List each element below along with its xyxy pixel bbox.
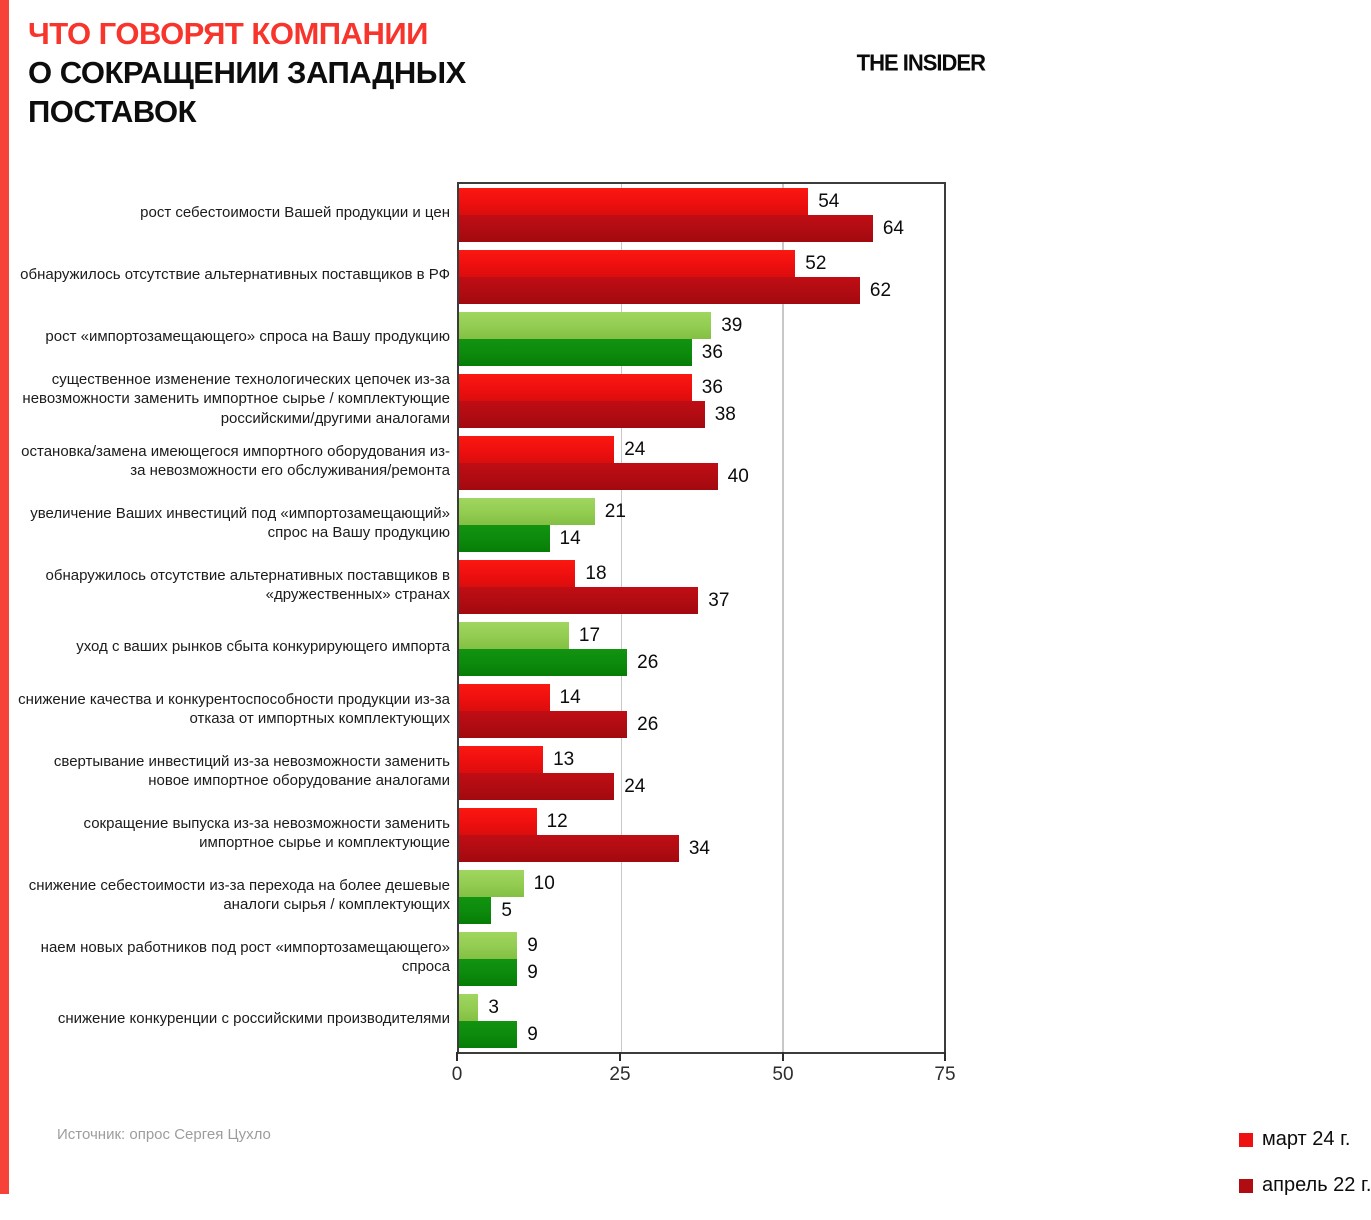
bar-март 24 г.	[459, 932, 517, 959]
x-axis-label-0: 0	[451, 1064, 463, 1085]
legend-label-mart-24: март 24 г.	[1262, 1128, 1351, 1150]
bar-line	[459, 1021, 944, 1048]
x-axis-label-50: 50	[772, 1064, 794, 1085]
bar-март 24 г.	[459, 684, 550, 711]
bar-value: 3	[488, 996, 499, 1018]
bar-март 24 г.	[459, 188, 808, 215]
chart-category-label: снижение себестоимости из-за перехода на более дешевые аналоги сырья / комплектующих	[28, 876, 450, 913]
x-axis-label-25: 25	[609, 1064, 631, 1085]
bar-value: 21	[604, 500, 626, 522]
bar-line	[459, 188, 944, 215]
bar-март 24 г.	[459, 250, 795, 277]
bar-апрель 22 г.	[459, 1021, 517, 1048]
chart-category-label: рост «импортозамещающего» спроса на Вашу продукцию	[45, 328, 450, 346]
bar-value: 36	[701, 341, 723, 363]
chart-row	[459, 246, 944, 308]
bar-value: 10	[533, 872, 555, 894]
chart-category-label: увеличение Ваших инвестиций под «импортозамещающий» спрос на Вашу продукцию	[30, 504, 450, 541]
bar-line	[459, 649, 944, 676]
bar-value: 9	[527, 961, 538, 983]
chart-category-labels	[12, 182, 450, 1054]
bar-апрель 22 г.	[459, 711, 627, 738]
bar-value: 39	[721, 314, 743, 336]
bar-март 24 г.	[459, 436, 614, 463]
bar-март 24 г.	[459, 746, 543, 773]
chart-row	[459, 556, 944, 618]
legend-swatch-aprel-22	[1239, 1179, 1253, 1193]
chart-category-label: сокращение выпуска из-за невозможности заменить импортное сырье и комплектующие	[83, 814, 450, 851]
bar-value: 13	[553, 748, 575, 770]
bar-апрель 22 г.	[459, 587, 698, 614]
bar-value: 5	[501, 899, 512, 921]
bar-value: 54	[818, 190, 840, 212]
bar-value: 26	[637, 651, 659, 673]
chart-row	[459, 494, 944, 556]
bar-line	[459, 498, 944, 525]
chart-row	[459, 990, 944, 1052]
bar-март 24 г.	[459, 870, 524, 897]
bar-value: 12	[546, 810, 568, 832]
bar-line	[459, 870, 944, 897]
legend-swatch-mart-24	[1239, 1133, 1253, 1147]
bar-line	[459, 215, 944, 242]
chart-category-label: существенное изменение технологических цепочек из-за невозможности заменить импортное сырье / комплектующие российскими/другими аналогами	[22, 370, 450, 427]
bar-line	[459, 560, 944, 587]
bar-value: 64	[882, 217, 904, 239]
bar-value: 37	[708, 589, 730, 611]
bar-line	[459, 401, 944, 428]
bar-апрель 22 г.	[459, 649, 627, 676]
chart-row	[459, 618, 944, 680]
bar-март 24 г.	[459, 622, 569, 649]
chart-row	[459, 866, 944, 928]
x-axis-tick-0	[456, 1052, 458, 1061]
legend-item-mart-24	[1239, 1128, 1371, 1151]
chart-row	[459, 804, 944, 866]
bar-март 24 г.	[459, 560, 575, 587]
bar-value: 9	[527, 934, 538, 956]
bar-line	[459, 711, 944, 738]
bar-апрель 22 г.	[459, 835, 679, 862]
bar-value: 62	[869, 279, 892, 301]
chart-row	[459, 742, 944, 804]
bar-line	[459, 374, 944, 401]
chart-legend	[1239, 1128, 1371, 1220]
bar-март 24 г.	[459, 994, 478, 1021]
bar-апрель 22 г.	[459, 773, 614, 800]
bar-line	[459, 250, 944, 277]
bar-line	[459, 773, 944, 800]
bar-line	[459, 959, 944, 986]
chart-row	[459, 308, 944, 370]
bar-value: 34	[688, 837, 710, 859]
chart-category-label: уход с ваших рынков сбыта конкурирующего импорта	[76, 638, 450, 656]
page-title-red: ЧТО ГОВОРЯТ КОМПАНИИ	[28, 16, 428, 51]
bar-line	[459, 312, 944, 339]
bar-line	[459, 436, 944, 463]
x-axis-tick-25	[619, 1052, 621, 1061]
bar-line	[459, 897, 944, 924]
bar-line	[459, 835, 944, 862]
bar-март 24 г.	[459, 374, 692, 401]
bar-value: 17	[578, 624, 601, 646]
chart-category-label: обнаружилось отсутствие альтернативных поставщиков в «дружественных» странах	[45, 566, 450, 603]
page-title	[28, 14, 668, 131]
bar-value: 36	[701, 376, 723, 398]
bar-line	[459, 808, 944, 835]
bar-value: 40	[727, 465, 749, 487]
bar-line	[459, 277, 944, 304]
bar-value: 38	[714, 403, 736, 425]
x-axis-tick-75	[944, 1052, 946, 1061]
bar-value: 9	[527, 1023, 538, 1045]
bar-line	[459, 932, 944, 959]
the-insider-logo: THE INSIDER	[856, 49, 985, 76]
bar-value: 18	[585, 562, 607, 584]
chart-row	[459, 680, 944, 742]
bar-апрель 22 г.	[459, 959, 517, 986]
bar-март 24 г.	[459, 498, 595, 525]
chart-row	[459, 432, 944, 494]
bar-value: 14	[559, 527, 581, 549]
accent-strip	[0, 0, 9, 1194]
chart-row	[459, 370, 944, 432]
bar-апрель 22 г.	[459, 525, 550, 552]
bar-апрель 22 г.	[459, 277, 860, 304]
chart-category-label: остановка/замена имеющегося импортного оборудования из-за невозможности его обслуживания/ремонта	[21, 442, 450, 479]
bar-value: 14	[559, 686, 581, 708]
chart-category-label: рост себестоимости Вашей продукции и цен	[140, 204, 450, 222]
bar-line	[459, 684, 944, 711]
bar-март 24 г.	[459, 808, 537, 835]
bar-апрель 22 г.	[459, 215, 873, 242]
legend-label-aprel-22: апрель 22 г.	[1262, 1174, 1371, 1196]
bar-апрель 22 г.	[459, 401, 705, 428]
bar-апрель 22 г.	[459, 897, 491, 924]
chart-row	[459, 928, 944, 990]
chart-category-label: свертывание инвестиций из-за невозможности заменить новое импортное оборудование аналогами	[53, 752, 450, 789]
chart-row	[459, 184, 944, 246]
bar-line	[459, 994, 944, 1021]
x-axis-label-75: 75	[934, 1064, 956, 1085]
page-title-black: О СОКРАЩЕНИИ ЗАПАДНЫХ ПОСТАВОК	[28, 55, 466, 129]
bar-line	[459, 746, 944, 773]
bar-line	[459, 622, 944, 649]
chart-rows	[459, 184, 944, 1052]
bar-value: 52	[805, 252, 827, 274]
chart-category-label: снижение качества и конкурентоспособности продукции из-за отказа от импортных комплектующих	[18, 690, 450, 727]
bar-апрель 22 г.	[459, 339, 692, 366]
bar-апрель 22 г.	[459, 463, 718, 490]
legend-item-aprel-22	[1239, 1174, 1371, 1197]
bar-line	[459, 587, 944, 614]
bar-line	[459, 525, 944, 552]
bar-line	[459, 463, 944, 490]
bar-value: 26	[637, 713, 659, 735]
bar-line	[459, 339, 944, 366]
bar-value: 24	[624, 438, 646, 460]
chart-category-label: снижение конкуренции с российскими производителями	[57, 1010, 450, 1028]
bar-март 24 г.	[459, 312, 711, 339]
x-axis-tick-50	[782, 1052, 784, 1061]
chart-category-label: обнаружилось отсутствие альтернативных поставщиков в РФ	[20, 266, 450, 284]
chart-category-label: наем новых работников под рост «импортозамещающего» спроса	[40, 938, 450, 975]
source-note: Источник: опрос Сергея Цухло	[57, 1126, 271, 1143]
bar-value: 24	[624, 775, 646, 797]
